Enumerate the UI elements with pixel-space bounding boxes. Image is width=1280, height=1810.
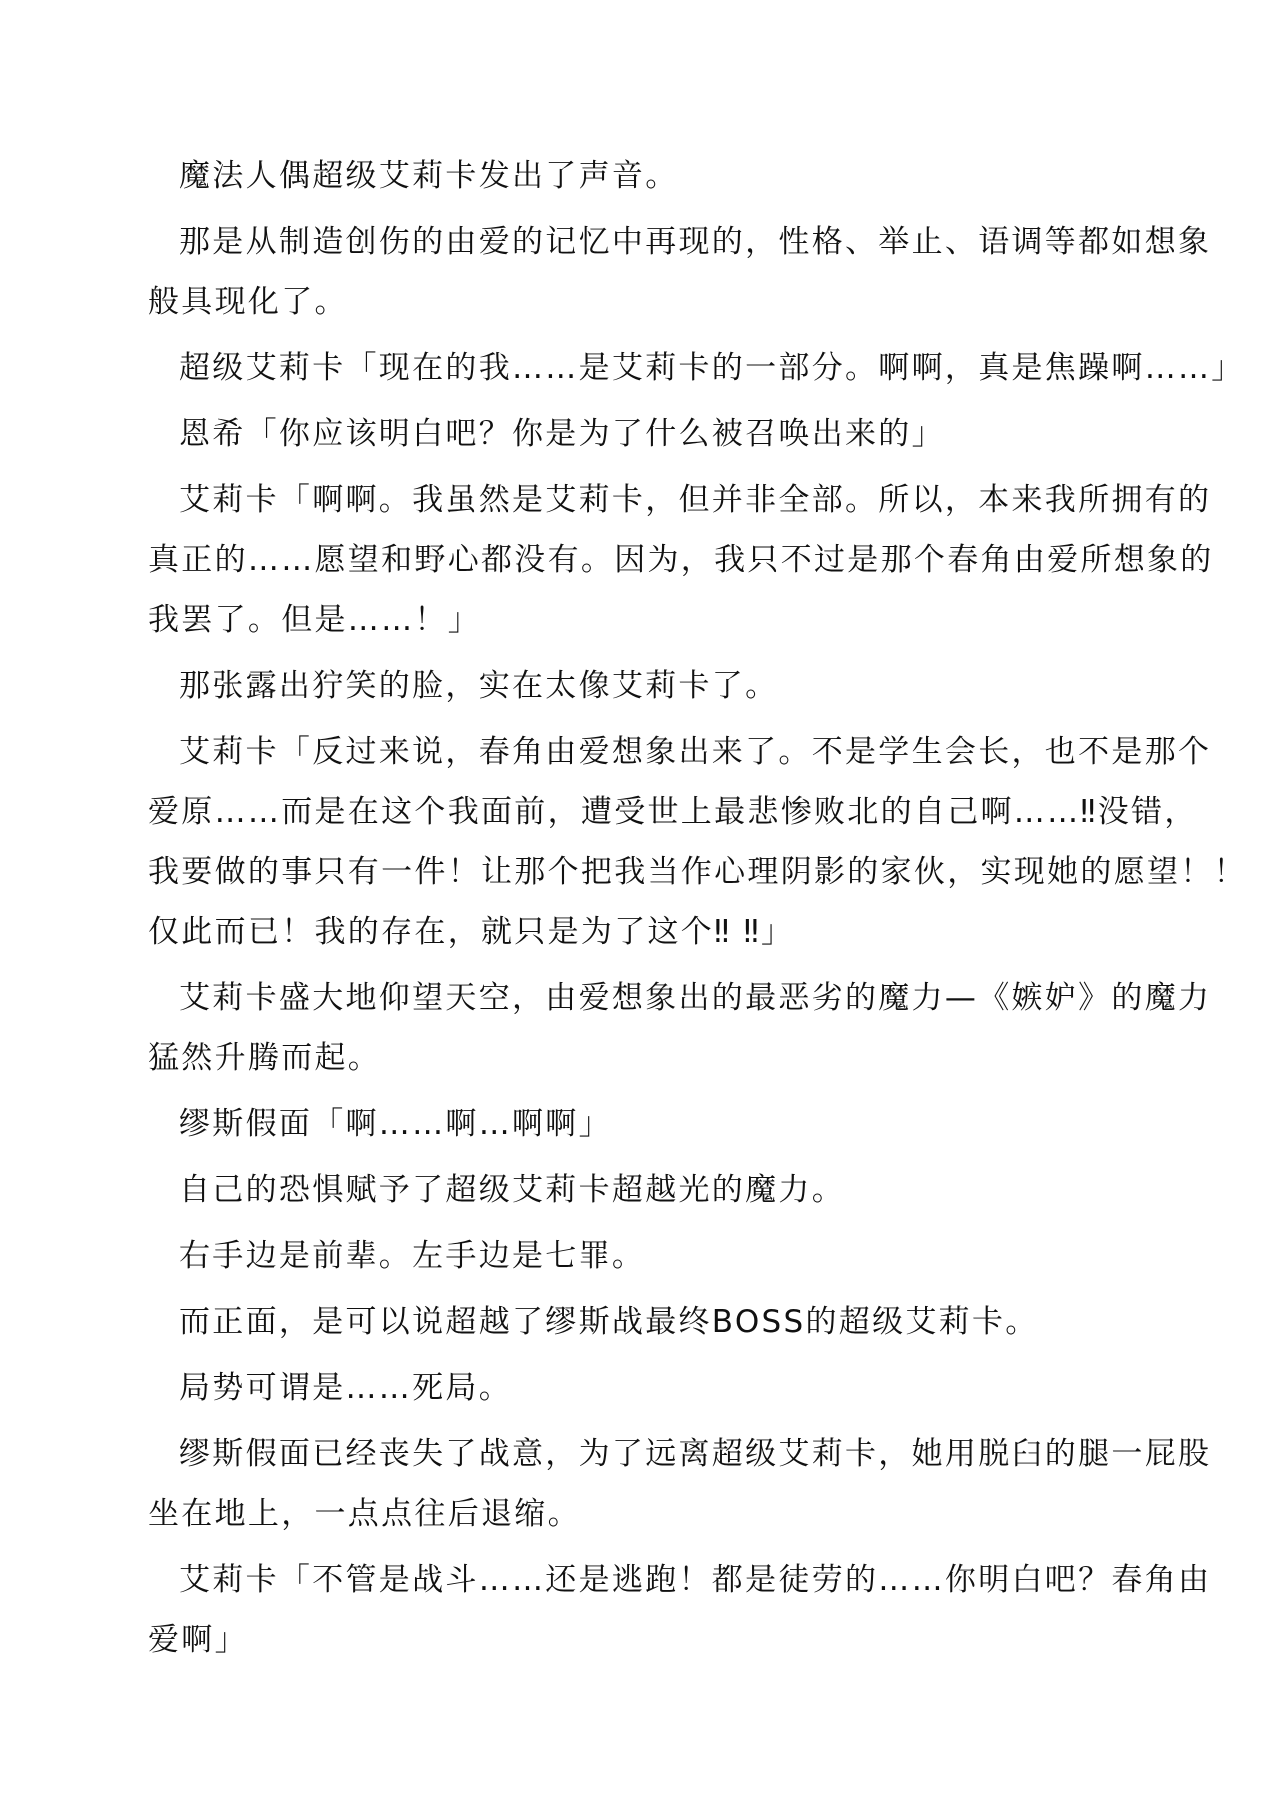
text-line: 缪斯假面「啊……啊…啊啊」 (179, 1106, 612, 1142)
text-line: 般具现化了。 (148, 284, 348, 320)
text-line: 恩希「你应该明白吧？你是为了什么被召唤出来的」 (179, 416, 945, 452)
text-line: 猛然升腾而起。 (148, 1040, 382, 1076)
paragraph (148, 1160, 1188, 1220)
text-line: 艾莉卡「反过来说，春角由爱想象出来了。不是学生会长，也不是那个 (179, 734, 1212, 770)
document-page (148, 146, 1247, 1676)
paragraph (148, 1094, 1188, 1154)
paragraph (148, 722, 1247, 962)
text-line: 魔法人偶超级艾莉卡发出了声音。 (179, 158, 679, 194)
text-line: 右手边是前辈。左手边是七罪。 (179, 1238, 646, 1274)
text-line: 爱原……而是在这个我面前，遭受世上最悲惨败北的自己啊……‼没错， (148, 794, 1198, 830)
text-line: 那张露出狞笑的脸，实在太像艾莉卡了。 (179, 668, 779, 704)
text-line: 局势可谓是……死局。 (179, 1370, 512, 1406)
paragraph (148, 1292, 1188, 1352)
text-line: 艾莉卡「不管是战斗……还是逃跑！都是徒劳的……你明白吧？春角由 (179, 1562, 1212, 1598)
text-line: 我要做的事只有一件！让那个把我当作心理阴影的家伙，实现她的愿望！！ (148, 854, 1247, 890)
paragraph (148, 470, 1214, 650)
paragraph (148, 212, 1212, 332)
text-line: 艾莉卡盛大地仰望天空，由爱想象出的最恶劣的魔力—《嫉妒》的魔力 (179, 980, 1212, 1016)
paragraph (148, 1550, 1212, 1670)
paragraph (148, 656, 1188, 716)
paragraph (148, 338, 1245, 398)
paragraph (148, 404, 1188, 464)
text-line: 自己的恐惧赋予了超级艾莉卡超越光的魔力。 (179, 1172, 845, 1208)
paragraph (148, 146, 1188, 206)
text-line: 真正的……愿望和野心都没有。因为，我只不过是那个春角由爱所想象的 (148, 542, 1214, 578)
text-line: 仅此而已！我的存在，就只是为了这个‼ ‼」 (148, 914, 795, 950)
paragraph (148, 1424, 1212, 1544)
paragraph (148, 1358, 1188, 1418)
text-line: 而正面，是可以说超越了缪斯战最终BOSS的超级艾莉卡。 (179, 1304, 1039, 1340)
paragraph (148, 1226, 1188, 1286)
text-line: 缪斯假面已经丧失了战意，为了远离超级艾莉卡，她用脱臼的腿一屁股 (179, 1436, 1212, 1472)
text-line: 那是从制造创伤的由爱的记忆中再现的，性格、举止、语调等都如想象 (179, 224, 1212, 260)
text-line: 我罢了。但是……！」 (148, 602, 481, 638)
text-line: 超级艾莉卡「现在的我……是艾莉卡的一部分。啊啊，真是焦躁啊……」 (179, 350, 1245, 386)
text-line: 坐在地上，一点点往后退缩。 (148, 1496, 581, 1532)
text-line: 爱啊」 (148, 1622, 248, 1658)
text-line: 艾莉卡「啊啊。我虽然是艾莉卡，但并非全部。所以，本来我所拥有的 (179, 482, 1212, 518)
paragraph (148, 968, 1212, 1088)
